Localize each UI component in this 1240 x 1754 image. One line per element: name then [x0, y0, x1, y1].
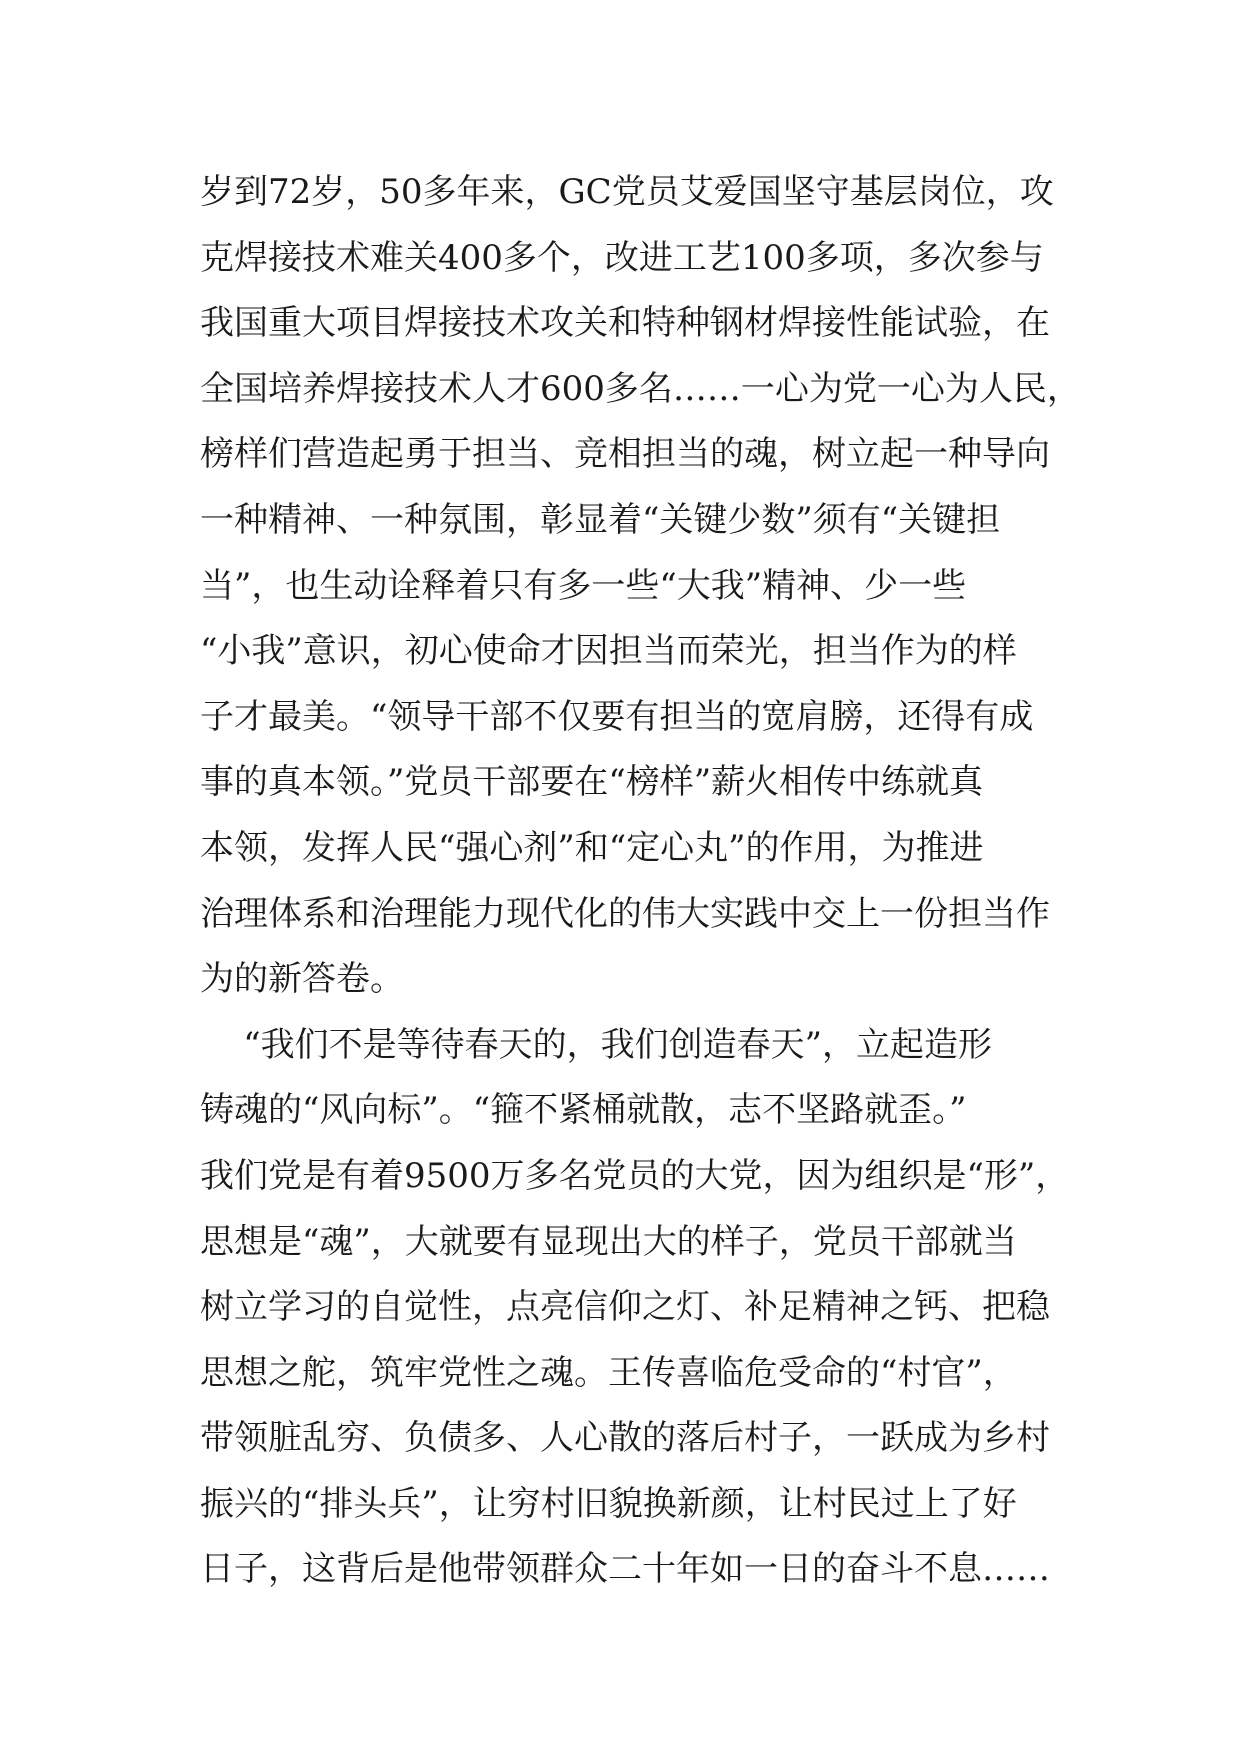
text-line: 铸魂的“风向标”。“箍不紧桶就散，志不坚路就歪。” [200, 1090, 967, 1131]
text-line: 榜样们营造起勇于担当、竞相担当的魂，树立起一种导向 [200, 434, 1050, 475]
text-line: 一种精神、一种氛围，彰显着“关键少数”须有“关键担 [200, 499, 1001, 540]
text-line: 振兴的“排头兵”，让穷村旧貌换新颜，让村民过上了好 [200, 1483, 1017, 1524]
text-line: 全国培养焊接技术人才600多名……一心为党一心为人民， [200, 368, 1081, 409]
text-line: “小我”意识，初心使命才因担当而荣光，担当作为的样 [200, 631, 1017, 672]
paragraph-2 [200, 1013, 1070, 1603]
text-line: “我们不是等待春天的，我们创造春天”，立起造形 [200, 1024, 992, 1065]
text-line: 克焊接技术难关400多个，改进工艺100多项，多次参与 [200, 237, 1044, 278]
text-line: 岁到72岁，50多年来，GC党员艾爱国坚守基层岗位，攻 [200, 172, 1054, 212]
text-line: 日子，这背后是他带领群众二十年如一日的奋斗不息…… [200, 1549, 1050, 1590]
text-line: 子才最美。“领导干部不仅要有担当的宽肩膀，还得有成 [200, 696, 1034, 737]
text-line: 树立学习的自觉性，点亮信仰之灯、补足精神之钙、把稳 [200, 1287, 1050, 1328]
text-line: 治理体系和治理能力现代化的伟大实践中交上一份担当作 [200, 893, 1050, 934]
text-line: 事的真本领。”党员干部要在“榜样”薪火相传中练就真 [200, 762, 984, 803]
text-line: 当”，也生动诠释着只有多一些“大我”精神、少一些 [200, 565, 967, 606]
text-line: 带领脏乱穷、负债多、人心散的落后村子，一跃成为乡村 [200, 1418, 1050, 1459]
text-line: 我们党是有着9500万多名党员的大党，因为组织是“形”， [200, 1155, 1070, 1196]
text-line: 本领，发挥人民“强心剂”和“定心丸”的作用，为推进 [200, 827, 984, 868]
text-line: 我国重大项目焊接技术攻关和特种钢材焊接性能试验，在 [200, 303, 1050, 344]
text-line: 思想之舵，筑牢党性之魂。王传喜临危受命的“村官”， [200, 1352, 1017, 1393]
paragraph-1 [200, 160, 1081, 1013]
text-line: 为的新答卷。 [200, 959, 404, 1000]
body-text [200, 160, 1081, 1603]
text-line: 思想是“魂”，大就要有显现出大的样子，党员干部就当 [200, 1221, 1017, 1262]
